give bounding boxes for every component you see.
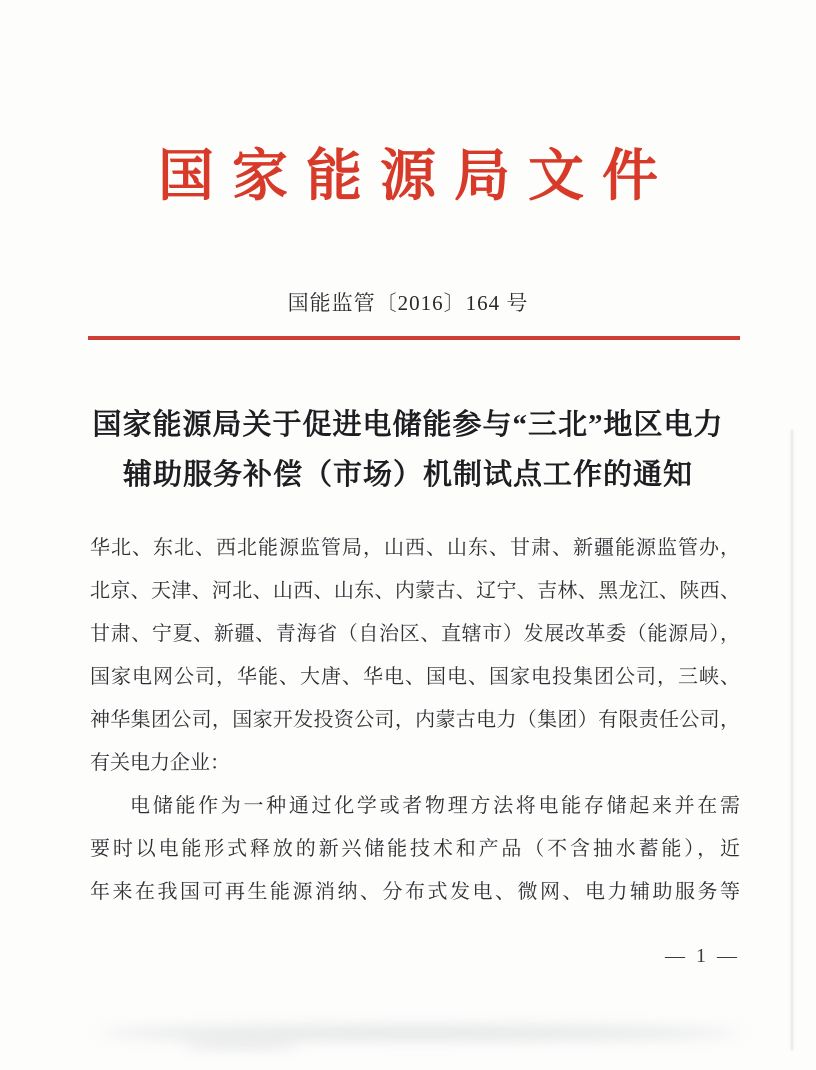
document-title-line1: 国家能源局关于促进电储能参与“三北”地区电力 bbox=[92, 409, 724, 441]
body-line-paragraph-2: 要时以电能形式释放的新兴储能技术和产品（不含抽水蓄能），近 bbox=[90, 838, 740, 860]
document-number: 国能监管〔2016〕164 号 bbox=[287, 291, 529, 315]
document-body bbox=[90, 527, 740, 914]
body-line-recipients-3: 甘肃、宁夏、新疆、青海省（自治区、直辖市）发展改革委（能源局）， bbox=[90, 623, 740, 645]
letterhead-title: 国家能源局文件 bbox=[158, 146, 676, 208]
page-number: — 1 — bbox=[665, 945, 740, 967]
scan-artifact-bottom-band bbox=[100, 1026, 740, 1040]
document-title-line2: 辅助服务补偿（市场）机制试点工作的通知 bbox=[122, 459, 693, 491]
body-line-salutation: 有关电力企业： bbox=[90, 752, 230, 774]
body-line-paragraph-1: 电储能作为一种通过化学或者物理方法将电能存储起来并在需 bbox=[130, 795, 740, 817]
body-line-recipients-1: 华北、东北、西北能源监管局，山西、山东、甘肃、新疆能源监管办， bbox=[90, 537, 740, 559]
red-divider-line bbox=[88, 336, 740, 340]
body-line-recipients-2: 北京、天津、河北、山西、山东、内蒙古、辽宁、吉林、黑龙江、陕西、 bbox=[90, 580, 740, 602]
scan-artifact-blob bbox=[180, 1042, 300, 1050]
body-line-recipients-5: 神华集团公司，国家开发投资公司，内蒙古电力（集团）有限责任公司， bbox=[90, 709, 740, 731]
scan-artifact-right-edge bbox=[791, 430, 793, 1050]
body-line-recipients-4: 国家电网公司，华能、大唐、华电、国电、国家电投集团公司，三峡、 bbox=[90, 666, 740, 688]
body-line-paragraph-3: 年来在我国可再生能源消纳、分布式发电、微网、电力辅助服务等 bbox=[90, 881, 740, 903]
document-title bbox=[48, 400, 768, 500]
